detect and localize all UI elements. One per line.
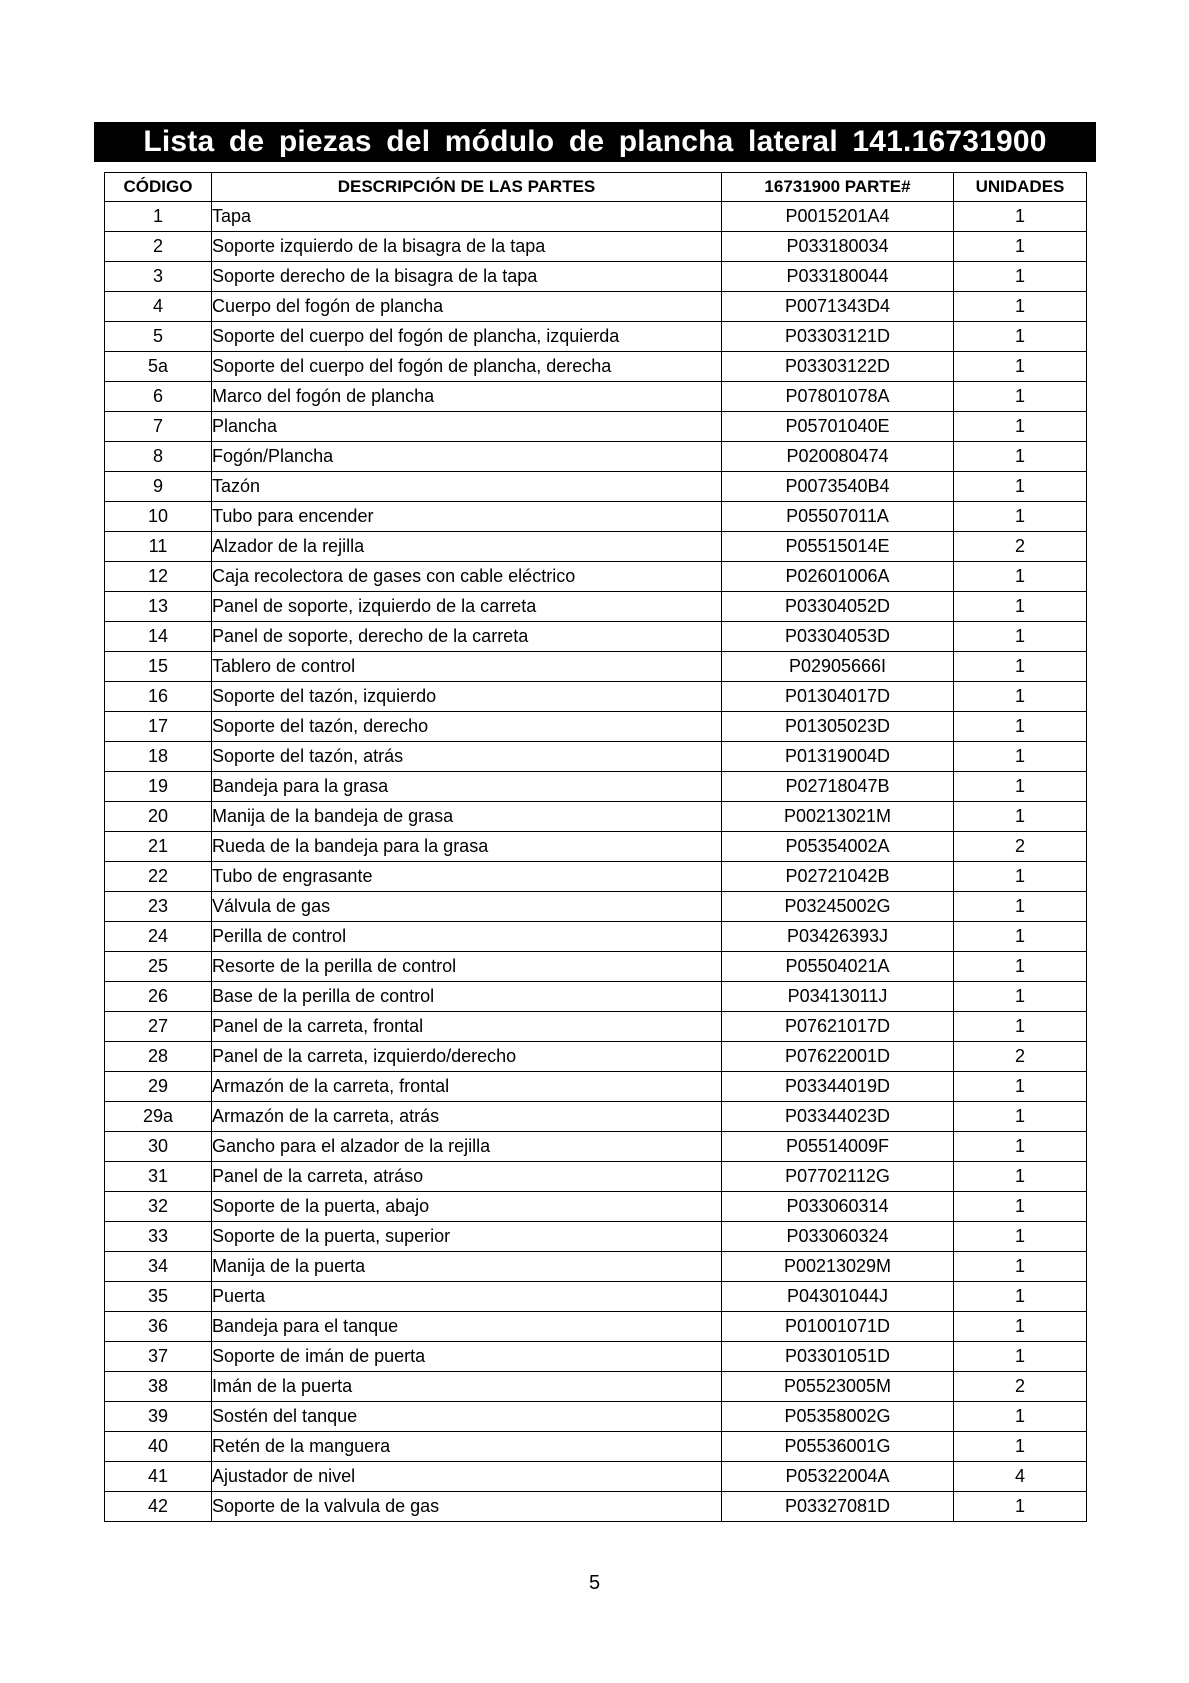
part-number-cell: P05322004A: [722, 1462, 954, 1492]
part-description-cell: Panel de soporte, izquierdo de la carreta: [212, 592, 722, 622]
part-number-cell: P05515014E: [722, 532, 954, 562]
part-units-cell: 1: [954, 1072, 1087, 1102]
part-description-cell: Manija de la puerta: [212, 1252, 722, 1282]
part-code-cell: 3: [105, 262, 212, 292]
part-code-cell: 27: [105, 1012, 212, 1042]
part-number-cell: P02601006A: [722, 562, 954, 592]
part-description-cell: Plancha: [212, 412, 722, 442]
part-code-cell: 18: [105, 742, 212, 772]
part-units-cell: 1: [954, 772, 1087, 802]
part-number-cell: P03426393J: [722, 922, 954, 952]
part-units-cell: 4: [954, 1462, 1087, 1492]
part-units-cell: 1: [954, 232, 1087, 262]
part-description-cell: Base de la perilla de control: [212, 982, 722, 1012]
part-number-cell: P03344023D: [722, 1102, 954, 1132]
part-number-cell: P033060314: [722, 1192, 954, 1222]
table-row: [105, 982, 1087, 1012]
part-number-cell: P03304052D: [722, 592, 954, 622]
part-code-cell: 5a: [105, 352, 212, 382]
part-description-cell: Tablero de control: [212, 652, 722, 682]
part-description-cell: Puerta: [212, 1282, 722, 1312]
part-code-cell: 4: [105, 292, 212, 322]
part-description-cell: Tubo de engrasante: [212, 862, 722, 892]
part-number-cell: P01001071D: [722, 1312, 954, 1342]
part-units-cell: 1: [954, 1492, 1087, 1522]
part-units-cell: 1: [954, 1252, 1087, 1282]
part-code-cell: 37: [105, 1342, 212, 1372]
part-units-cell: 1: [954, 472, 1087, 502]
part-code-cell: 9: [105, 472, 212, 502]
part-code-cell: 34: [105, 1252, 212, 1282]
part-number-cell: P033180044: [722, 262, 954, 292]
part-description-cell: Rueda de la bandeja para la grasa: [212, 832, 722, 862]
table-row: [105, 652, 1087, 682]
part-number-cell: P07621017D: [722, 1012, 954, 1042]
part-code-cell: 29: [105, 1072, 212, 1102]
part-units-cell: 1: [954, 562, 1087, 592]
part-code-cell: 36: [105, 1312, 212, 1342]
part-description-cell: Soporte del cuerpo del fogón de plancha, izquierda: [212, 322, 722, 352]
part-units-cell: 1: [954, 682, 1087, 712]
part-number-cell: P02718047B: [722, 772, 954, 802]
part-number-cell: P05358002G: [722, 1402, 954, 1432]
table-row: [105, 772, 1087, 802]
part-number-cell: P0073540B4: [722, 472, 954, 502]
part-units-cell: 1: [954, 592, 1087, 622]
part-number-cell: P05504021A: [722, 952, 954, 982]
table-row: [105, 1342, 1087, 1372]
part-code-cell: 40: [105, 1432, 212, 1462]
table-row: [105, 1102, 1087, 1132]
table-row: [105, 892, 1087, 922]
part-description-cell: Bandeja para el tanque: [212, 1312, 722, 1342]
part-code-cell: 14: [105, 622, 212, 652]
part-description-cell: Marco del fogón de plancha: [212, 382, 722, 412]
part-number-cell: P0015201A4: [722, 202, 954, 232]
part-units-cell: 1: [954, 322, 1087, 352]
part-description-cell: Soporte de la puerta, abajo: [212, 1192, 722, 1222]
part-units-cell: 1: [954, 862, 1087, 892]
part-code-cell: 23: [105, 892, 212, 922]
part-number-cell: P01305023D: [722, 712, 954, 742]
table-row: [105, 922, 1087, 952]
part-number-cell: P03304053D: [722, 622, 954, 652]
part-code-cell: 35: [105, 1282, 212, 1312]
part-description-cell: Armazón de la carreta, frontal: [212, 1072, 722, 1102]
part-description-cell: Tubo para encender: [212, 502, 722, 532]
part-code-cell: 41: [105, 1462, 212, 1492]
table-row: [105, 1132, 1087, 1162]
part-units-cell: 1: [954, 1402, 1087, 1432]
table-row: [105, 952, 1087, 982]
table-row: [105, 502, 1087, 532]
part-units-cell: 1: [954, 1012, 1087, 1042]
part-description-cell: Retén de la manguera: [212, 1432, 722, 1462]
part-units-cell: 1: [954, 1132, 1087, 1162]
part-code-cell: 5: [105, 322, 212, 352]
table-row: [105, 1282, 1087, 1312]
table-row: [105, 1492, 1087, 1522]
part-units-cell: 1: [954, 352, 1087, 382]
table-row: [105, 1222, 1087, 1252]
part-units-cell: 1: [954, 982, 1087, 1012]
table-row: [105, 232, 1087, 262]
part-units-cell: 1: [954, 412, 1087, 442]
part-number-cell: P01319004D: [722, 742, 954, 772]
part-description-cell: Panel de la carreta, atráso: [212, 1162, 722, 1192]
column-header-units: UNIDADES: [954, 173, 1087, 202]
part-code-cell: 7: [105, 412, 212, 442]
part-description-cell: Alzador de la rejilla: [212, 532, 722, 562]
part-units-cell: 1: [954, 1282, 1087, 1312]
table-row: [105, 382, 1087, 412]
part-description-cell: Tazón: [212, 472, 722, 502]
part-code-cell: 12: [105, 562, 212, 592]
part-description-cell: Manija de la bandeja de grasa: [212, 802, 722, 832]
part-description-cell: Ajustador de nivel: [212, 1462, 722, 1492]
table-row: [105, 712, 1087, 742]
parts-table-header: [105, 173, 1087, 202]
part-code-cell: 42: [105, 1492, 212, 1522]
part-number-cell: P02721042B: [722, 862, 954, 892]
parts-table: [104, 172, 1087, 1522]
table-row: [105, 1372, 1087, 1402]
part-units-cell: 1: [954, 1432, 1087, 1462]
part-units-cell: 1: [954, 442, 1087, 472]
part-units-cell: 1: [954, 802, 1087, 832]
part-code-cell: 21: [105, 832, 212, 862]
column-header-description: DESCRIPCIÓN DE LAS PARTES: [212, 173, 722, 202]
part-description-cell: Soporte derecho de la bisagra de la tapa: [212, 262, 722, 292]
part-description-cell: Soporte de la puerta, superior: [212, 1222, 722, 1252]
table-row: [105, 862, 1087, 892]
table-row: [105, 292, 1087, 322]
part-number-cell: P07702112G: [722, 1162, 954, 1192]
part-units-cell: 1: [954, 652, 1087, 682]
page-number: 5: [588, 1572, 601, 1594]
part-code-cell: 32: [105, 1192, 212, 1222]
part-description-cell: Soporte izquierdo de la bisagra de la tapa: [212, 232, 722, 262]
table-row: [105, 682, 1087, 712]
table-row: [105, 352, 1087, 382]
table-row: [105, 442, 1087, 472]
part-number-cell: P07801078A: [722, 382, 954, 412]
column-header-code: CÓDIGO: [105, 173, 212, 202]
table-row: [105, 472, 1087, 502]
part-description-cell: Armazón de la carreta, atrás: [212, 1102, 722, 1132]
part-units-cell: 1: [954, 292, 1087, 322]
part-units-cell: 1: [954, 1342, 1087, 1372]
part-number-cell: P05514009F: [722, 1132, 954, 1162]
part-code-cell: 39: [105, 1402, 212, 1432]
part-code-cell: 2: [105, 232, 212, 262]
part-code-cell: 20: [105, 802, 212, 832]
part-number-cell: P0071343D4: [722, 292, 954, 322]
part-description-cell: Soporte del cuerpo del fogón de plancha, derecha: [212, 352, 722, 382]
part-number-cell: P03301051D: [722, 1342, 954, 1372]
part-description-cell: Válvula de gas: [212, 892, 722, 922]
part-number-cell: P01304017D: [722, 682, 954, 712]
table-row: [105, 1042, 1087, 1072]
part-number-cell: P04301044J: [722, 1282, 954, 1312]
table-row: [105, 202, 1087, 232]
part-number-cell: P033180034: [722, 232, 954, 262]
header-row: [105, 173, 1087, 202]
part-number-cell: P033060324: [722, 1222, 954, 1252]
part-description-cell: Tapa: [212, 202, 722, 232]
table-row: [105, 1252, 1087, 1282]
part-description-cell: Imán de la puerta: [212, 1372, 722, 1402]
part-number-cell: P03303121D: [722, 322, 954, 352]
part-code-cell: 13: [105, 592, 212, 622]
part-description-cell: Bandeja para la grasa: [212, 772, 722, 802]
part-code-cell: 19: [105, 772, 212, 802]
part-description-cell: Perilla de control: [212, 922, 722, 952]
part-code-cell: 1: [105, 202, 212, 232]
part-code-cell: 33: [105, 1222, 212, 1252]
part-code-cell: 30: [105, 1132, 212, 1162]
table-row: [105, 832, 1087, 862]
part-units-cell: 1: [954, 712, 1087, 742]
part-number-cell: P00213029M: [722, 1252, 954, 1282]
part-number-cell: P020080474: [722, 442, 954, 472]
part-units-cell: 1: [954, 892, 1087, 922]
part-units-cell: 1: [954, 622, 1087, 652]
part-units-cell: 1: [954, 742, 1087, 772]
part-number-cell: P05523005M: [722, 1372, 954, 1402]
table-row: [105, 412, 1087, 442]
part-units-cell: 2: [954, 532, 1087, 562]
part-code-cell: 28: [105, 1042, 212, 1072]
part-description-cell: Soporte del tazón, atrás: [212, 742, 722, 772]
part-code-cell: 11: [105, 532, 212, 562]
table-row: [105, 1462, 1087, 1492]
part-units-cell: 2: [954, 1372, 1087, 1402]
part-code-cell: 6: [105, 382, 212, 412]
part-description-cell: Panel de soporte, derecho de la carreta: [212, 622, 722, 652]
part-number-cell: P03245002G: [722, 892, 954, 922]
part-code-cell: 38: [105, 1372, 212, 1402]
part-description-cell: Panel de la carreta, frontal: [212, 1012, 722, 1042]
part-number-cell: P05507011A: [722, 502, 954, 532]
part-code-cell: 25: [105, 952, 212, 982]
part-description-cell: Sostén del tanque: [212, 1402, 722, 1432]
part-description-cell: Soporte del tazón, derecho: [212, 712, 722, 742]
table-row: [105, 1162, 1087, 1192]
part-number-cell: P03344019D: [722, 1072, 954, 1102]
part-description-cell: Cuerpo del fogón de plancha: [212, 292, 722, 322]
part-units-cell: 1: [954, 922, 1087, 952]
part-units-cell: 2: [954, 832, 1087, 862]
part-description-cell: Panel de la carreta, izquierdo/derecho: [212, 1042, 722, 1072]
part-units-cell: 1: [954, 382, 1087, 412]
part-code-cell: 31: [105, 1162, 212, 1192]
table-row: [105, 532, 1087, 562]
part-units-cell: 1: [954, 1102, 1087, 1132]
part-code-cell: 17: [105, 712, 212, 742]
part-code-cell: 24: [105, 922, 212, 952]
part-description-cell: Gancho para el alzador de la rejilla: [212, 1132, 722, 1162]
part-units-cell: 1: [954, 1192, 1087, 1222]
part-number-cell: P03303122D: [722, 352, 954, 382]
part-number-cell: P02905666I: [722, 652, 954, 682]
part-units-cell: 2: [954, 1042, 1087, 1072]
part-number-cell: P05354002A: [722, 832, 954, 862]
table-row: [105, 322, 1087, 352]
part-description-cell: Soporte de la valvula de gas: [212, 1492, 722, 1522]
part-code-cell: 15: [105, 652, 212, 682]
table-row: [105, 1402, 1087, 1432]
table-row: [105, 622, 1087, 652]
part-units-cell: 1: [954, 502, 1087, 532]
part-description-cell: Resorte de la perilla de control: [212, 952, 722, 982]
table-row: [105, 1432, 1087, 1462]
table-row: [105, 742, 1087, 772]
table-row: [105, 562, 1087, 592]
table-row: [105, 1012, 1087, 1042]
part-code-cell: 8: [105, 442, 212, 472]
parts-table-body: [105, 202, 1087, 1522]
part-units-cell: 1: [954, 1222, 1087, 1252]
part-description-cell: Fogón/Plancha: [212, 442, 722, 472]
part-units-cell: 1: [954, 1312, 1087, 1342]
page-title: Lista de piezas del módulo de plancha lateral 141.16731900: [94, 122, 1096, 162]
column-header-part-number: 16731900 PARTE#: [722, 173, 954, 202]
table-row: [105, 1192, 1087, 1222]
table-row: [105, 262, 1087, 292]
part-description-cell: Soporte de imán de puerta: [212, 1342, 722, 1372]
part-units-cell: 1: [954, 262, 1087, 292]
part-units-cell: 1: [954, 952, 1087, 982]
part-units-cell: 1: [954, 202, 1087, 232]
table-row: [105, 1312, 1087, 1342]
part-code-cell: 26: [105, 982, 212, 1012]
part-description-cell: Caja recolectora de gases con cable eléctrico: [212, 562, 722, 592]
part-number-cell: P03413011J: [722, 982, 954, 1012]
part-number-cell: P00213021M: [722, 802, 954, 832]
table-row: [105, 802, 1087, 832]
part-code-cell: 22: [105, 862, 212, 892]
table-row: [105, 1072, 1087, 1102]
part-units-cell: 1: [954, 1162, 1087, 1192]
table-row: [105, 592, 1087, 622]
part-number-cell: P07622001D: [722, 1042, 954, 1072]
part-number-cell: P05701040E: [722, 412, 954, 442]
part-code-cell: 16: [105, 682, 212, 712]
part-code-cell: 29a: [105, 1102, 212, 1132]
part-number-cell: P03327081D: [722, 1492, 954, 1522]
part-description-cell: Soporte del tazón, izquierdo: [212, 682, 722, 712]
part-number-cell: P05536001G: [722, 1432, 954, 1462]
part-code-cell: 10: [105, 502, 212, 532]
